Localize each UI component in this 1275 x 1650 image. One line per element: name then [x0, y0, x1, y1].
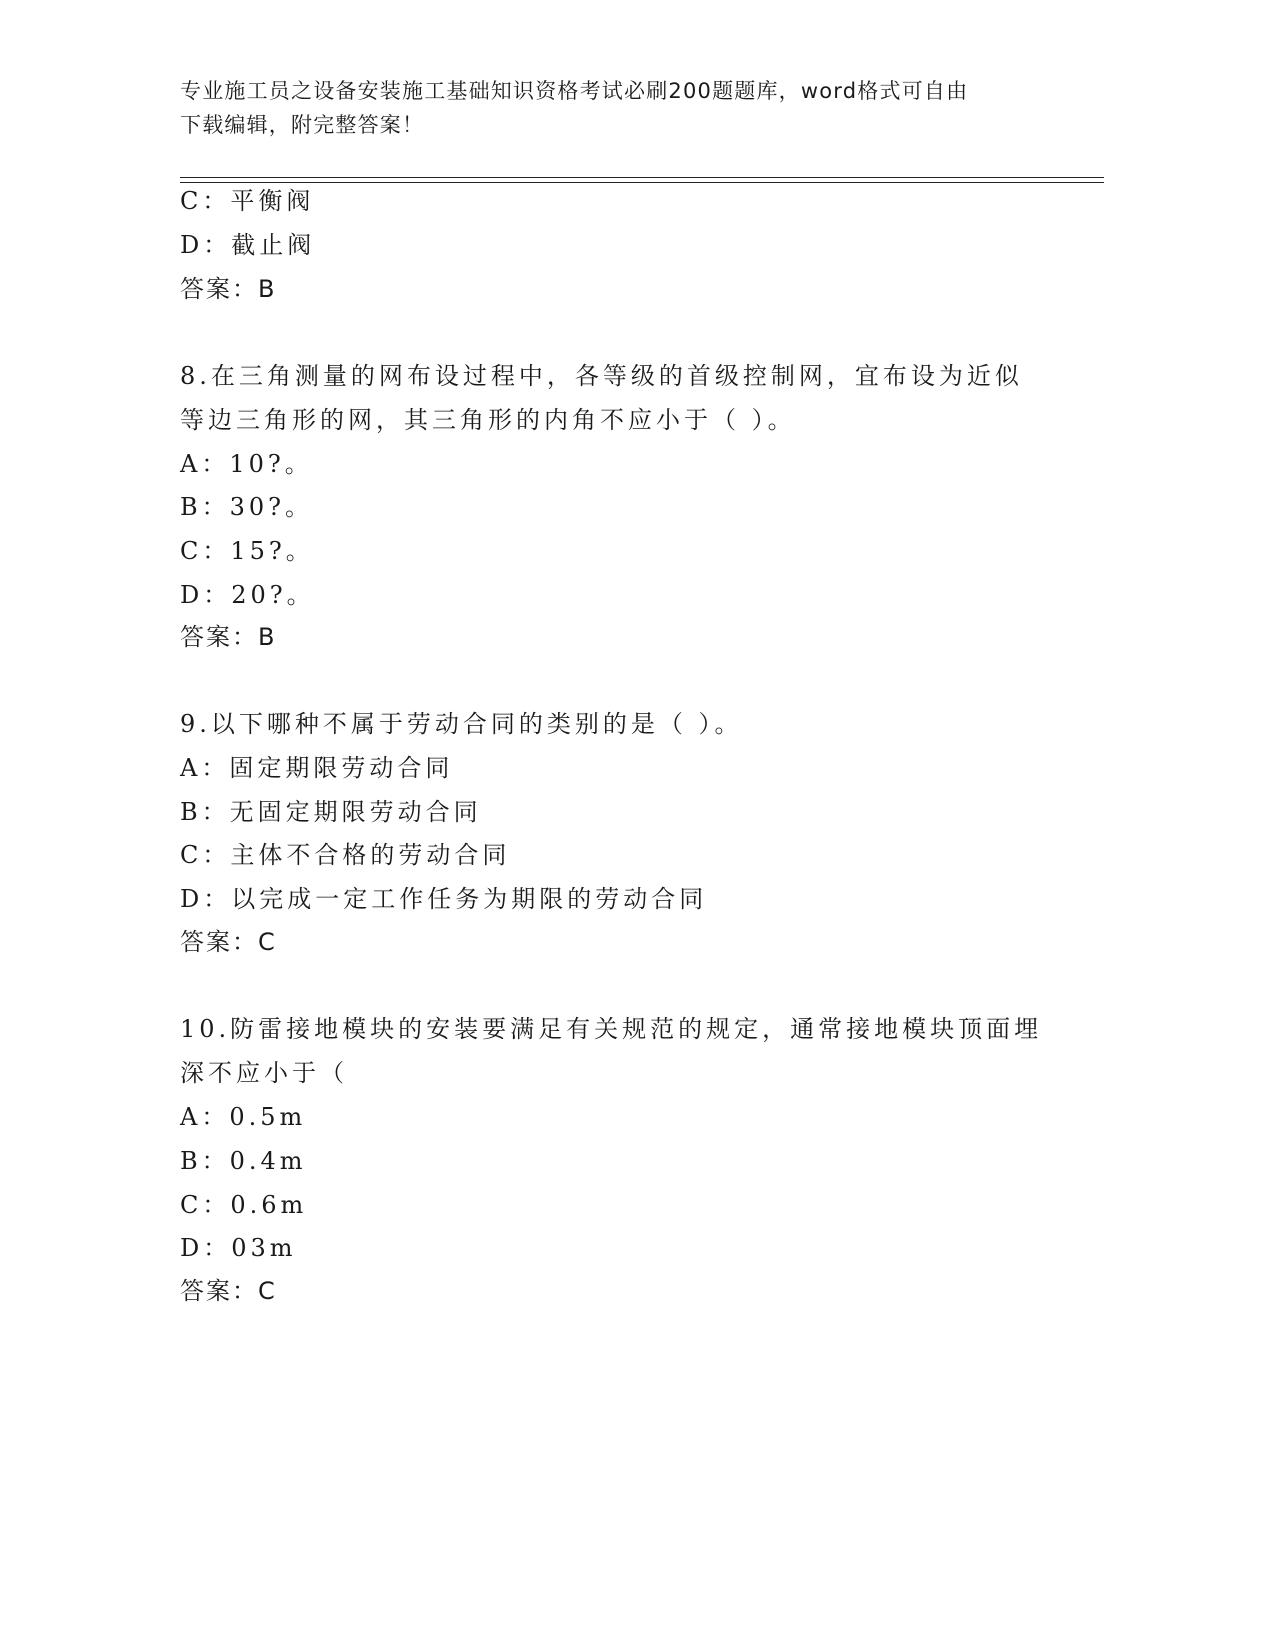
- q8-stem-line-1: 8.在三角测量的网布设过程中，各等级的首级控制网，宜布设为近似: [180, 362, 1023, 390]
- q8-option-d: D：20?。: [180, 581, 315, 609]
- q8-option-a: A：10?。: [180, 450, 313, 478]
- header-title-line-1: 专业施工员之设备安装施工基础知识资格考试必刷200题题库，word格式可自由: [180, 79, 969, 103]
- q9-stem: 9.以下哪种不属于劳动合同的类别的是（ ）。: [180, 710, 743, 738]
- header-divider: [180, 177, 1104, 183]
- q9-answer: 答案：C: [180, 928, 277, 956]
- q9-option-c: C：主体不合格的劳动合同: [180, 841, 511, 869]
- q9-option-d: D：以完成一定工作任务为期限的劳动合同: [180, 885, 708, 913]
- q9-option-b: B：无固定期限劳动合同: [180, 798, 482, 826]
- q8-stem-line-2: 等边三角形的网，其三角形的内角不应小于（ ）。: [180, 406, 796, 434]
- q7-answer: 答案：B: [180, 275, 277, 303]
- q10-option-a: A：0.5m: [180, 1103, 307, 1131]
- q8-answer: 答案：B: [180, 623, 277, 651]
- q8-option-b: B：30?。: [180, 493, 314, 521]
- document-header: [180, 74, 1040, 142]
- q7-option-c: C：平衡阀: [180, 187, 315, 215]
- q10-stem-line-1: 10.防雷接地模块的安装要满足有关规范的规定，通常接地模块顶面埋: [180, 1015, 1043, 1043]
- q10-option-d: D：03m: [180, 1234, 297, 1262]
- q10-answer: 答案：C: [180, 1277, 277, 1305]
- q10-stem-line-2: 深不应小于（: [180, 1059, 348, 1087]
- q10-option-c: C：0.6m: [180, 1191, 308, 1219]
- q10-option-b: B：0.4m: [180, 1147, 307, 1175]
- q7-option-d: D：截止阀: [180, 231, 316, 259]
- header-title-line-2: 下载编辑，附完整答案！: [180, 113, 425, 137]
- q8-option-c: C：15?。: [180, 537, 314, 565]
- q9-option-a: A：固定期限劳动合同: [180, 754, 454, 782]
